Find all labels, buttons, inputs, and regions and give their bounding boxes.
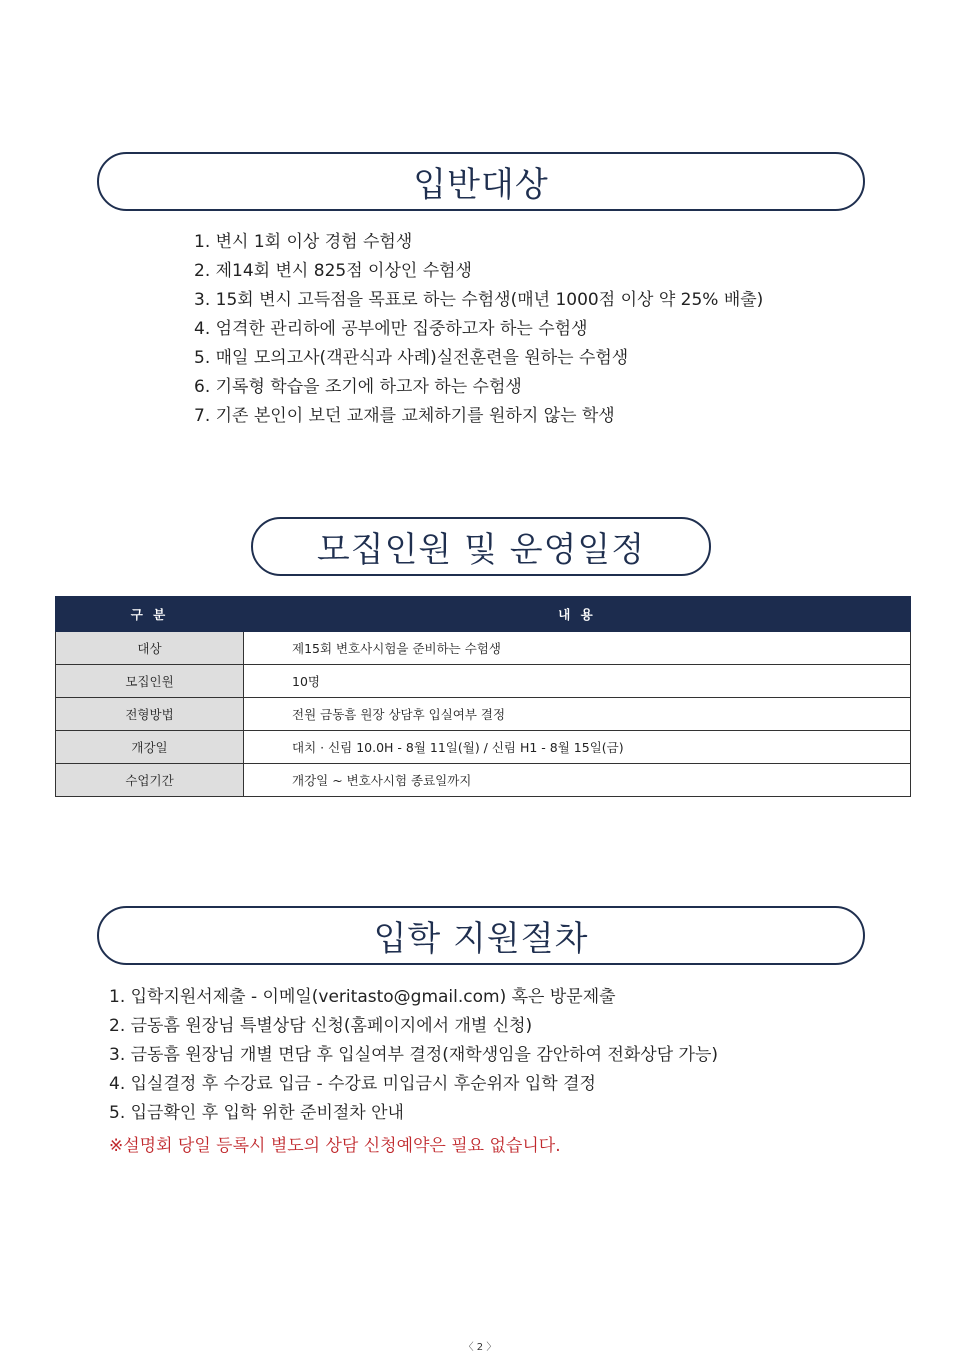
table-header-row [56, 597, 911, 632]
list-item: 4. 입실결정 후 수강료 입금 - 수강료 미입금시 후순위자 입학 결정 [109, 1074, 596, 1094]
application-title-text: 입학 지원절차 [373, 919, 589, 959]
header-category: 구 분 [56, 597, 244, 632]
list-item: 5. 입금확인 후 입학 위한 준비절차 안내 [109, 1103, 404, 1123]
row-label: 개강일 [56, 731, 244, 764]
row-value: 제15회 변호사시험을 준비하는 수험생 [244, 632, 911, 665]
row-label: 수업기간 [56, 764, 244, 797]
list-item: 2. 금동흠 원장님 특별상담 신청(홈페이지에서 개별 신청) [109, 1016, 533, 1036]
list-item: 7. 기존 본인이 보던 교재를 교체하기를 원하지 않는 학생 [194, 406, 615, 426]
schedule-table [55, 596, 911, 797]
list-item: 1. 변시 1회 이상 경험 수험생 [194, 232, 413, 252]
eligibility-list [194, 228, 763, 431]
section-title-application [97, 906, 865, 965]
page-number: 〈 2 〉 [463, 1342, 497, 1353]
row-value: 대치 · 신림 10.0H - 8월 11일(월) / 신림 H1 - 8월 15일(금) [244, 731, 911, 764]
list-item: 1. 입학지원서제출 - 이메일(veritasto@gmail.com) 혹은 방문제출 [109, 987, 616, 1007]
header-content: 내 용 [244, 597, 911, 632]
table-row [56, 698, 911, 731]
table-row [56, 665, 911, 698]
list-item: 4. 엄격한 관리하에 공부에만 집중하고자 하는 수험생 [194, 319, 588, 339]
eligibility-title-text: 입반대상 [413, 165, 549, 205]
list-item: 5. 매일 모의고사(객관식과 사례)실전훈련을 원하는 수험생 [194, 348, 629, 368]
row-label: 전형방법 [56, 698, 244, 731]
row-label: 모집인원 [56, 665, 244, 698]
application-steps-list [109, 983, 718, 1128]
registration-note: ※설명회 당일 등록시 별도의 상담 신청예약은 필요 없습니다. [109, 1136, 561, 1156]
row-value: 개강일 ~ 변호사시험 종료일까지 [244, 764, 911, 797]
table-row [56, 632, 911, 665]
row-value: 전원 금동흠 원장 상담후 입실여부 결정 [244, 698, 911, 731]
list-item: 3. 금동흠 원장님 개별 면담 후 입실여부 결정(재학생임을 감안하여 전화상담 가능) [109, 1045, 719, 1065]
list-item: 3. 15회 변시 고득점을 목표로 하는 수험생(매년 1000점 이상 약 25% 배출) [194, 290, 764, 310]
row-label: 대상 [56, 632, 244, 665]
schedule-title-text: 모집인원 및 운영일정 [316, 530, 646, 570]
table-row [56, 731, 911, 764]
row-value: 10명 [244, 665, 911, 698]
list-item: 6. 기록형 학습을 조기에 하고자 하는 수험생 [194, 377, 522, 397]
section-title-eligibility [97, 152, 865, 211]
list-item: 2. 제14회 변시 825점 이상인 수험생 [194, 261, 472, 281]
section-title-schedule [251, 517, 711, 576]
table-row [56, 764, 911, 797]
